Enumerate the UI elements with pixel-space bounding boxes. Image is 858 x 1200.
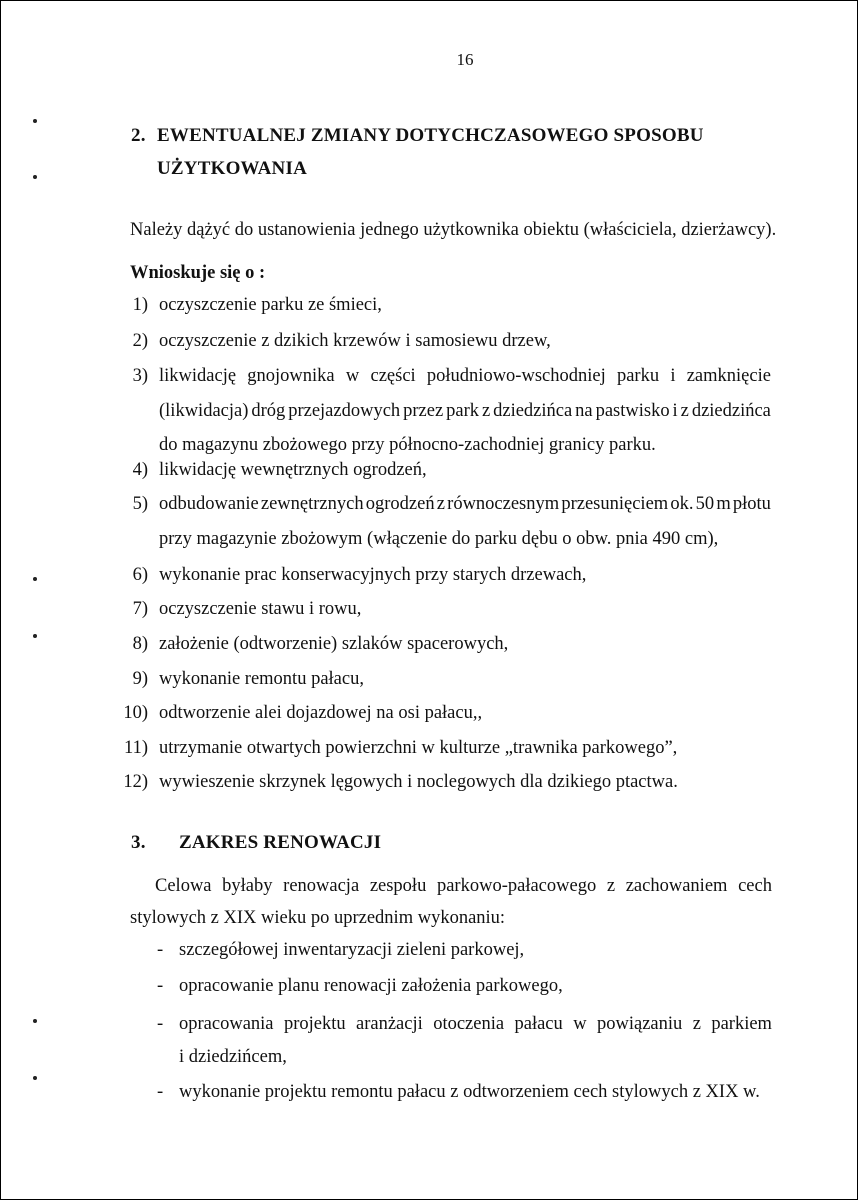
section-3-title-row: [131, 832, 381, 854]
section-2-title-line1: [131, 125, 704, 147]
list-item-text-line: likwidację gnojownika w części południowo-wschodniej parku i zamknięcie: [159, 366, 771, 386]
list-item-text-line: do magazynu zbożowego przy północno-zachodniej granicy parku.: [159, 435, 656, 455]
section-2-intro: Należy dążyć do ustanowienia jednego użytkownika obiektu (właściciela, dzierżawcy).: [130, 220, 777, 240]
section-2-title: EWENTUALNEJ ZMIANY DOTYCHCZASOWEGO SPOSOBU: [157, 125, 704, 146]
dash-item-text-line: opracowania projektu aranżacji otoczenia pałacu w powiązaniu z parkiem: [179, 1014, 772, 1034]
section-2-number: 2.: [131, 125, 146, 146]
scan-speck: [33, 175, 37, 179]
list-item-text-line: wykonanie remontu pałacu,: [159, 669, 364, 689]
dash-item-text-line: szczegółowej inwentaryzacji zieleni parkowej,: [179, 940, 525, 960]
dash-bullet: -: [157, 976, 164, 996]
dash-bullet: -: [157, 940, 164, 960]
list-item-text-line: wywieszenie skrzynek lęgowych i noclegowych dla dzikiego ptactwa.: [159, 772, 678, 792]
section-3-title: ZAKRES RENOWACJI: [179, 832, 382, 853]
dash-item-text-line: wykonanie projektu remontu pałacu z odtworzeniem cech stylowych z XIX w.: [179, 1082, 760, 1102]
section-3-number: 3.: [131, 832, 146, 853]
list-item-text-line: oczyszczenie parku ze śmieci,: [159, 295, 382, 315]
scan-speck: [33, 1076, 37, 1080]
scan-speck: [33, 1019, 37, 1023]
section-3-paragraph-line1: Celowa byłaby renowacja zespołu parkowo-pałacowego z zachowaniem cech: [155, 876, 772, 896]
dash-item-text-line: opracowanie planu renowacji założenia parkowego,: [179, 976, 563, 996]
proposals-heading: Wnioskuje się o :: [130, 263, 266, 283]
list-item-text-line: oczyszczenie z dzikich krzewów i samosiewu drzew,: [159, 331, 551, 351]
scan-speck: [33, 119, 37, 123]
list-item-text-line: utrzymanie otwartych powierzchni w kulturze „trawnika parkowego”,: [159, 738, 678, 758]
dash-bullet: -: [157, 1014, 164, 1034]
scan-speck: [33, 577, 37, 581]
section-3-paragraph-line2: stylowych z XIX wieku po uprzednim wykonaniu:: [130, 908, 506, 928]
list-item-text-line: likwidację wewnętrznych ogrodzeń,: [159, 460, 427, 480]
list-item-text-line: przy magazynie zbożowym (włączenie do parku dębu o obw. pnia 490 cm),: [159, 528, 719, 549]
list-item-text-line: założenie (odtworzenie) szlaków spacerowych,: [159, 634, 509, 654]
list-item-text-line: (likwidacja) dróg przejazdowych przez park z dziedzińca na pastwisko i z dziedzińca: [159, 400, 771, 421]
list-item-text-line: odtworzenie alei dojazdowej na osi pałacu,,: [159, 703, 483, 723]
page-number: 16: [456, 50, 474, 69]
dash-item-text-line: i dziedzińcem,: [179, 1047, 287, 1067]
list-item-text-line: wykonanie prac konserwacyjnych przy starych drzewach,: [159, 565, 587, 585]
section-2-title-line2: UŻYTKOWANIA: [157, 158, 307, 179]
dash-bullet: -: [157, 1082, 164, 1102]
list-item-text-line: oczyszczenie stawu i rowu,: [159, 599, 362, 619]
scan-speck: [33, 634, 37, 638]
list-item-text-line: odbudowanie zewnętrznych ogrodzeń z równoczesnym przesunięciem ok. 50 m płotu: [159, 494, 771, 514]
